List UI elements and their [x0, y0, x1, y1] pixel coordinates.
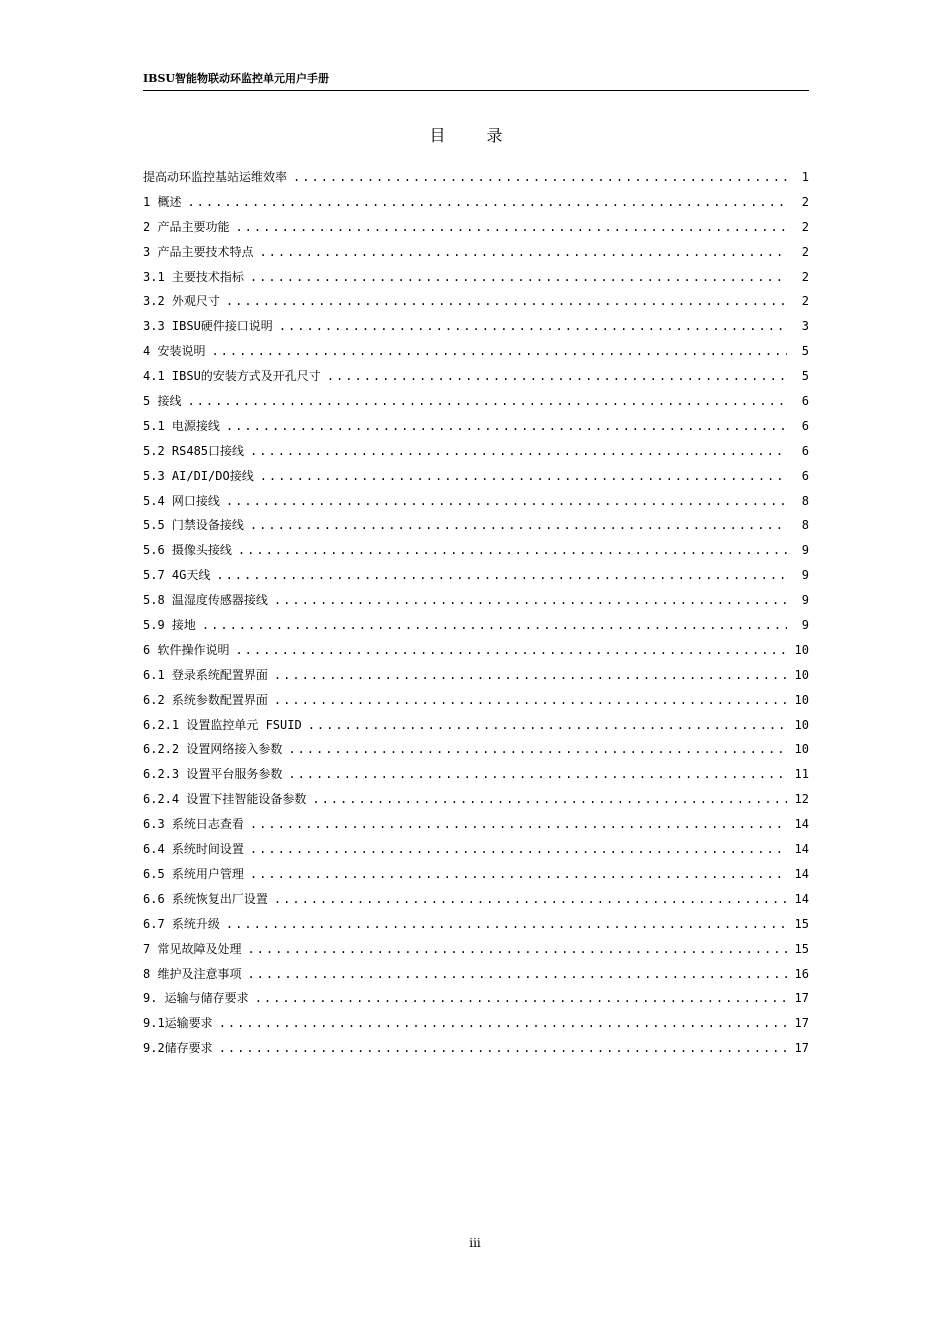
- toc-entry[interactable]: [143, 1039, 809, 1064]
- toc-dot-leader: [235, 643, 786, 657]
- toc-entry[interactable]: [143, 765, 809, 790]
- toc-entry-page: 6: [801, 418, 809, 433]
- toc-entry[interactable]: [143, 840, 809, 865]
- toc-entry-label: 8 维护及注意事项: [143, 966, 242, 981]
- page-number: iii: [469, 1236, 481, 1250]
- toc-dot-leader: [274, 593, 787, 607]
- toc-dot-leader: [288, 742, 786, 756]
- toc-entry-label: 9. 运输与储存要求: [143, 991, 249, 1006]
- toc-entry-label: 5.8 温湿度传感器接线: [143, 593, 268, 608]
- toc-dot-leader: [274, 892, 787, 906]
- toc-entry[interactable]: [143, 193, 809, 218]
- toc-dot-leader: [187, 394, 787, 408]
- toc-entry-label: 9.2储存要求: [143, 1041, 213, 1056]
- toc-dot-leader: [255, 991, 787, 1005]
- toc-dot-leader: [260, 469, 787, 483]
- toc-entry-page: 9: [801, 568, 809, 583]
- toc-entry-page: 15: [794, 941, 809, 956]
- toc-entry-page: 14: [794, 891, 809, 906]
- toc-dot-leader: [288, 767, 786, 781]
- toc-entry-page: 17: [794, 1016, 809, 1031]
- toc-dot-leader: [250, 817, 787, 831]
- toc-dot-leader: [250, 518, 787, 532]
- toc-dot-leader: [226, 917, 787, 931]
- toc-entry-label: 6.5 系统用户管理: [143, 866, 244, 881]
- table-of-contents: [143, 168, 809, 1064]
- toc-entry[interactable]: [143, 890, 809, 915]
- toc-entry-page: 1: [801, 170, 809, 184]
- toc-entry-label: 6.2.1 设置监控单元 FSUID: [143, 717, 302, 732]
- toc-dot-leader: [219, 1041, 787, 1055]
- toc-entry-label: 1 概述: [143, 194, 182, 209]
- toc-entry[interactable]: [143, 467, 809, 492]
- toc-entry-label: 9.1运输要求: [143, 1016, 213, 1031]
- toc-entry-page: 12: [794, 792, 809, 807]
- toc-entry-page: 8: [801, 518, 809, 533]
- toc-entry[interactable]: [143, 292, 809, 317]
- toc-entry-page: 14: [794, 842, 809, 857]
- toc-entry-label: 6.2.3 设置平台服务参数: [143, 767, 283, 782]
- toc-entry-label: 4 安装说明: [143, 344, 206, 359]
- toc-entry-page: 5: [801, 369, 809, 384]
- toc-entry[interactable]: [143, 790, 809, 815]
- toc-entry-page: 10: [794, 692, 809, 707]
- toc-entry[interactable]: [143, 815, 809, 840]
- toc-dot-leader: [238, 543, 787, 557]
- toc-title: 目 录: [429, 126, 521, 145]
- toc-entry-label: 5.7 4G天线: [143, 568, 211, 583]
- toc-dot-leader: [274, 693, 787, 707]
- toc-dot-leader: [226, 494, 787, 508]
- toc-dot-leader: [250, 867, 787, 881]
- toc-entry-label: 6.2.2 设置网络接入参数: [143, 742, 283, 757]
- toc-entry[interactable]: [143, 243, 809, 268]
- toc-entry[interactable]: [143, 516, 809, 541]
- toc-entry[interactable]: [143, 442, 809, 467]
- toc-entry[interactable]: [143, 492, 809, 517]
- toc-dot-leader: [216, 568, 787, 582]
- toc-entry-page: 10: [794, 742, 809, 757]
- toc-dot-leader: [308, 718, 787, 732]
- toc-entry-label: 5.3 AI/DI/DO接线: [143, 468, 254, 483]
- toc-entry-page: 14: [794, 817, 809, 832]
- toc-entry[interactable]: [143, 989, 809, 1014]
- toc-dot-leader: [211, 344, 787, 358]
- toc-entry-page: 10: [794, 717, 809, 732]
- toc-entry-label: 5.4 网口接线: [143, 493, 220, 508]
- toc-entry-page: 2: [801, 294, 809, 309]
- toc-entry-page: 17: [794, 1041, 809, 1056]
- toc-entry-page: 9: [801, 593, 809, 608]
- toc-entry-label: 5.2 RS485口接线: [143, 443, 245, 458]
- toc-entry-page: 9: [801, 543, 809, 558]
- toc-entry-label: 2 产品主要功能: [143, 219, 230, 234]
- toc-entry-label: 6 软件操作说明: [143, 642, 230, 657]
- toc-entry[interactable]: [143, 317, 809, 342]
- toc-dot-leader: [247, 967, 786, 981]
- toc-dot-leader: [250, 842, 787, 856]
- toc-entry[interactable]: [143, 392, 809, 417]
- toc-entry[interactable]: [143, 915, 809, 940]
- toc-dot-leader: [259, 245, 787, 259]
- toc-entry[interactable]: [143, 417, 809, 442]
- toc-entry[interactable]: [143, 367, 809, 392]
- toc-dot-leader: [219, 1016, 787, 1030]
- toc-entry-page: 16: [794, 966, 809, 981]
- toc-entry-page: 11: [794, 767, 809, 782]
- toc-entry-label: 7 常见故障及处理: [143, 941, 242, 956]
- toc-dot-leader: [235, 220, 787, 234]
- toc-entry-label: 3 产品主要技术特点: [143, 244, 254, 259]
- toc-entry-label: 6.4 系统时间设置: [143, 842, 244, 857]
- toc-entry-label: 6.2 系统参数配置界面: [143, 692, 268, 707]
- toc-entry-label: 3.3 IBSU硬件接口说明: [143, 319, 273, 334]
- toc-dot-leader: [187, 195, 787, 209]
- toc-entry-page: 8: [801, 493, 809, 508]
- toc-entry-label: 4.1 IBSU的安装方式及开孔尺寸: [143, 369, 321, 384]
- toc-entry[interactable]: [143, 541, 809, 566]
- toc-entry-page: 5: [801, 344, 809, 359]
- toc-entry-page: 2: [801, 244, 809, 259]
- toc-entry-page: 14: [794, 866, 809, 881]
- toc-entry-page: 10: [794, 667, 809, 682]
- toc-entry-label: 5.1 电源接线: [143, 418, 220, 433]
- toc-entry-page: 6: [801, 443, 809, 458]
- toc-entry[interactable]: [143, 1014, 809, 1039]
- toc-entry-label: 6.2.4 设置下挂智能设备参数: [143, 792, 307, 807]
- toc-entry[interactable]: [143, 865, 809, 890]
- toc-entry-page: 2: [801, 194, 809, 209]
- toc-entry[interactable]: [143, 716, 809, 741]
- toc-entry[interactable]: [143, 691, 809, 716]
- toc-dot-leader: [293, 170, 787, 184]
- toc-dot-leader: [250, 270, 787, 284]
- running-header: IBSU智能物联动环监控单元用户手册: [143, 72, 809, 91]
- toc-dot-leader: [226, 419, 787, 433]
- toc-entry[interactable]: [143, 268, 809, 293]
- toc-entry[interactable]: [143, 616, 809, 641]
- toc-dot-leader: [327, 369, 787, 383]
- toc-entry-label: 提高动环监控基站运维效率: [143, 170, 288, 184]
- toc-entry[interactable]: [143, 168, 809, 193]
- toc-entry[interactable]: [143, 666, 809, 691]
- toc-entry-page: 3: [801, 319, 809, 334]
- toc-entry-label: 5.5 门禁设备接线: [143, 518, 244, 533]
- toc-dot-leader: [279, 319, 787, 333]
- toc-entry-label: 6.7 系统升级: [143, 916, 220, 931]
- toc-entry-label: 3.2 外观尺寸: [143, 294, 220, 309]
- toc-dot-leader: [226, 294, 787, 308]
- toc-entry[interactable]: [143, 940, 809, 965]
- toc-entry[interactable]: [143, 965, 809, 990]
- toc-entry-label: 5.6 摄像头接线: [143, 543, 232, 558]
- toc-entry-page: 6: [801, 394, 809, 409]
- toc-entry-page: 17: [794, 991, 809, 1006]
- toc-entry-page: 2: [801, 269, 809, 284]
- toc-dot-leader: [250, 444, 787, 458]
- toc-entry[interactable]: [143, 342, 809, 367]
- toc-entry-label: 3.1 主要技术指标: [143, 269, 244, 284]
- toc-entry[interactable]: [143, 566, 809, 591]
- toc-dot-leader: [202, 618, 787, 632]
- toc-entry-label: 6.1 登录系统配置界面: [143, 667, 268, 682]
- toc-entry[interactable]: [143, 591, 809, 616]
- toc-entry-page: 10: [794, 642, 809, 657]
- toc-entry-label: 6.6 系统恢复出厂设置: [143, 891, 268, 906]
- toc-entry-page: 9: [801, 618, 809, 633]
- toc-entry-label: 5 接线: [143, 394, 182, 409]
- toc-dot-leader: [312, 792, 786, 806]
- toc-entry[interactable]: [143, 641, 809, 666]
- toc-entry[interactable]: [143, 740, 809, 765]
- toc-entry-label: 6.3 系统日志查看: [143, 817, 244, 832]
- toc-entry-page: 6: [801, 468, 809, 483]
- toc-dot-leader: [274, 668, 787, 682]
- toc-entry-page: 2: [801, 219, 809, 234]
- toc-entry-page: 15: [794, 916, 809, 931]
- toc-entry-label: 5.9 接地: [143, 618, 196, 633]
- toc-dot-leader: [247, 942, 786, 956]
- toc-entry[interactable]: [143, 218, 809, 243]
